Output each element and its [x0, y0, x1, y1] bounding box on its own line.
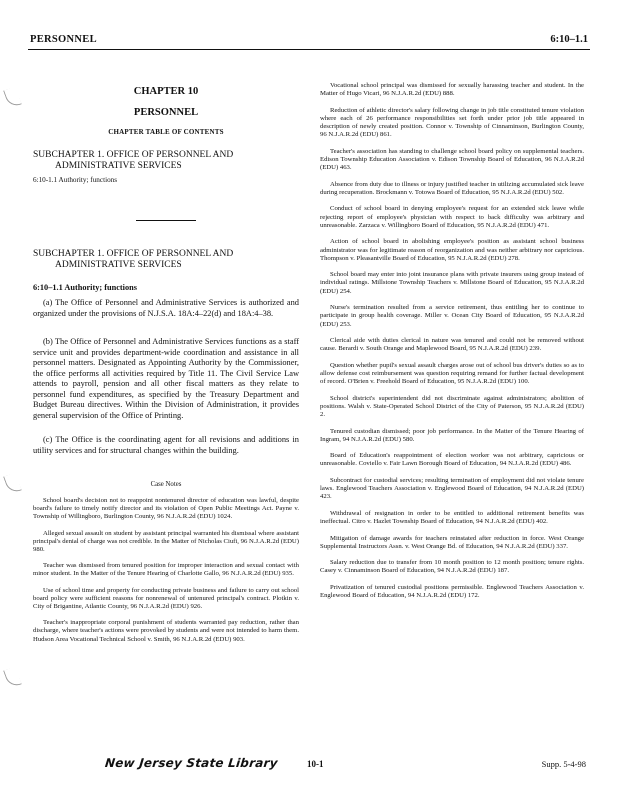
toc-title: CHAPTER TABLE OF CONTENTS [108, 128, 224, 136]
page-number: 10-1 [307, 759, 324, 769]
case-note: Absence from duty due to illness or injury justified teacher in utilizing accumulated sick leave during recuperation. Brockmann v. Totowa Board of Education, 95 N.J.A.R.2d (EDU) 502. [320, 180, 584, 196]
punch-hole-mark [3, 666, 22, 688]
case-note: Vocational school principal was dismissed for sexually harassing teacher and student. In the Matter of Hugo Vicari, 96 N.J.A.R.2d (EDU) 888. [320, 82, 584, 98]
toc-subchapter-line1: SUBCHAPTER 1. OFFICE OF PERSONNEL AND [33, 150, 234, 160]
separator-rule [136, 220, 196, 221]
case-note: Subcontract for custodial services; resulting termination of employment did not violate tenure laws. Englewood Teachers Association v. Englewood Board of Education, 94 N.J.A.R.2d (EDU) 423. [320, 476, 584, 501]
case-note: Board of Education's reappointment of election worker was not arbitrary, capricious or unreasonable. Coviello v. Fair Lawn Borough Board of Education, 94 N.J.A.R.2d (EDU) 486. [320, 452, 584, 468]
toc-subchapter-line2: ADMINISTRATIVE SERVICES [55, 161, 182, 171]
punch-hole-mark [3, 86, 22, 108]
punch-hole-mark [3, 472, 22, 494]
section-heading: 6:10–1.1 Authority; functions [33, 283, 137, 292]
case-note: Clerical aide with duties clerical in nature was tenured and could not be removed without cause. Berardi v. South Orange and Maplewood Board, 95 N.J.A.R.2d (EDU) 239. [320, 337, 584, 353]
case-note: Teacher's inappropriate corporal punishment of students warranted pay reduction, rather than discharge, where teacher's actions were provoked by students and were not intended to harm them. Hudson Area Vocational Technical School v. Smith, 96 N.J.A.R.2d (EDU) 903. [33, 619, 299, 643]
case-note: Mitigation of damage awards for teachers reinstated after reduction in force. West Orange Supplemental Instructors Assn. v. West Orange Bd. of Education, 94 N.J.A.R.2d (EDU) 337. [320, 534, 584, 550]
chapter-number: CHAPTER 10 [133, 86, 199, 97]
case-notes-heading: Case Notes [150, 481, 182, 488]
supplement-date: Supp. 5-4-98 [541, 759, 586, 769]
case-note: Nurse's termination resulted from a service retirement, thus entitling her to continue to participate in group health coverage. Miller v. Ocean City Board of Education, 95 N.J.A.R.2d (EDU) 253. [320, 304, 584, 328]
case-note: Action of school board in abolishing employee's position as assistant school business administrator was for legitimate reason of reorganization and was neither arbitrary nor capricious. Thompson v. Pleasantville Board of Education, 95 N.J.A.R.2d (EDU) 278. [320, 238, 584, 262]
paragraph-c: (c) The Office is the coordinating agent for all revisions and additions in utility services and for structural changes within the building. [33, 435, 299, 455]
library-logo: New Jersey State Library [104, 756, 279, 770]
toc-subchapter [33, 150, 299, 172]
case-note: Salary reduction due to transfer from 10 month position to 12 month position; tenure rights. Casey v. Cinnaminson Board of Education, 94 N.J.A.R.2d (EDU) 187. [320, 559, 584, 575]
case-note: Question whether pupil's sexual assault charges arose out of school bus driver's duties so as to allow defense cost reimbursement was question requiring remand for further factual development of record. O'Brien v. Freehold Board of Education, 95 N.J.A.R.2d (EDU) 100. [320, 361, 584, 386]
toc-section-entry: 6:10-1.1 Authority; functions [33, 176, 118, 184]
case-note: Privatization of tenured custodial positions permissible. Englewood Teachers Association v. Englewood Board of Education, 94 N.J.A.R.2d (EDU) 172. [320, 583, 584, 600]
case-note: School board may enter into joint insurance plans with private insurers using group instead of individual ratings. Millstone Township Teachers v. Millstone Board of Education, 95 N.J.A.R.2d (EDU) 254. [320, 271, 584, 295]
subchapter-heading-line1: SUBCHAPTER 1. OFFICE OF PERSONNEL AND [33, 249, 234, 259]
paragraph-a: (a) The Office of Personnel and Administrative Services is authorized and organized under the provisions of N.J.S.A. 18A:4–22(d) and 18A:4–38. [33, 298, 299, 318]
case-note: Withdrawal of resignation in order to be entitled to additional retirement benefits was ineffectual. Citro v. Hazlet Township Board of Education, 94 N.J.A.R.2d (EDU) 402. [320, 509, 584, 526]
case-note: Tenured custodian dismissed; poor job performance. In the Matter of the Tenure Hearing of Ingram, 94 N.J.A.R.2d (EDU) 580. [320, 427, 584, 443]
case-note: Alleged sexual assault on student by assistant principal warranted his dismissal where assistant principal's denial of charge was not credible. In the Matter of Nicholas Ciufi, 96 N.J.A.R.2d (EDU) 980. [33, 529, 299, 554]
subchapter-heading [33, 249, 299, 271]
subchapter-heading-line2: ADMINISTRATIVE SERVICES [55, 260, 182, 270]
chapter-title: PERSONNEL [133, 107, 199, 118]
left-column [33, 82, 299, 644]
case-note: Reduction of athletic director's salary following change in job title constituted tenure violation where each of 26 performance responsibilities set forth under prior job title appeared in description of newly created position. Connor v. Township of Cinnaminson, Burlington County, 96 N.J.A.R.2d (EDU) 861. [320, 106, 584, 139]
case-note: School district's superintendent did not discriminate against administrators; abolition of positions. Walsh v. State-Operated School District of the City of Paterson, 95 N.J.A.R.2d (EDU) 2. [320, 394, 584, 419]
case-note: Teacher was dismissed from tenured position for improper interaction and sexual contact with minor student. In the Matter of the Tenure Hearing of Charlotte Gallo, 96 N.J.A.R.2d (EDU) 935. [33, 562, 299, 578]
running-head-section: 6:10–1.1 [550, 34, 588, 45]
header-rule [28, 49, 590, 50]
case-note: Use of school time and property for conducting private business and failure to carry out school board policy were sufficient reasons for nonrenewal of untenured principal's contract. Plotkin v. City of Brigantine, Atlantic County, 96 N.J.A.R.2d (EDU) 926. [33, 586, 299, 611]
paragraph-b: (b) The Office of Personnel and Administrative Services functions as a staff service unit and provides department-wide coordination and assistance in all personnel matters. Designated as Appointing Authority by the Commissioner, the office performs all activities required by Title 11. The Civil Service Law attends to payroll, pension and all other fiscal matters as they relate to personnel fund expenditures, as specified by the Treasury Department and Budget Bureau directives. Within the Division of Administration, it provides general supervision of the Office of Printing. [33, 337, 299, 420]
running-head-title: PERSONNEL [30, 34, 97, 45]
case-note: Conduct of school board in denying employee's request for an extended sick leave while rejecting report of employee's physician with respect to back difficulty was arbitrary and unreasonable. Zarzaca v. Willingboro Board of Education, 95 N.J.A.R.2d (EDU) 471. [320, 205, 584, 229]
case-note: School board's decision not to reappoint nontenured director of education was lawful, despite board's failure to timely notify director and its violation of Open Public Meetings Act. Payne v. Township of Willingboro, Burlington County, 96 N.J.A.R.2d (EDU) 1024. [33, 497, 299, 521]
right-column [320, 82, 584, 600]
case-note: Teacher's association has standing to challenge school board policy on supplemental teachers. Edison Township Education Association v. Edison Township Board of Education, 96 N.J.A.R.2d (EDU) 463. [320, 147, 584, 172]
